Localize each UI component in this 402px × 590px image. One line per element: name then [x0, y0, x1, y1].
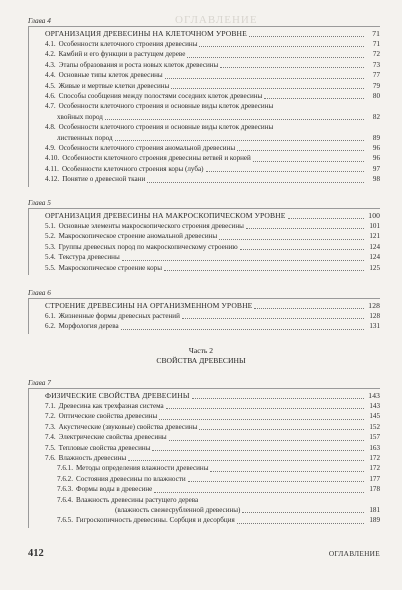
entry-text: Макроскопическое строение аномальной древесины	[58, 232, 218, 241]
entry-text: Акустические (звуковые) свойства древесины	[58, 422, 198, 431]
entry-text: хвойных пород	[57, 112, 103, 121]
chapter-title: ФИЗИЧЕСКИЕ СВОЙСТВА ДРЕВЕСИНЫ	[45, 391, 190, 400]
toc-entry[interactable]	[29, 443, 380, 453]
leader-dots	[166, 408, 364, 409]
entry-number: 4.3.	[45, 60, 56, 69]
page-ref: 96	[372, 144, 380, 153]
chapter-title-row[interactable]	[29, 28, 380, 39]
leader-dots	[206, 171, 364, 172]
page-ref: 80	[372, 92, 380, 101]
page-ref: 97	[372, 164, 380, 173]
entry-text: Понятие о древесной ткани	[62, 175, 146, 184]
leader-dots	[192, 398, 364, 399]
entry-number: 4.12.	[45, 175, 60, 184]
entry-number: 4.2.	[45, 50, 56, 59]
page-ref: 71	[372, 29, 380, 38]
chapter-label: Глава 6	[28, 288, 51, 297]
leader-dots	[128, 460, 364, 461]
page-ref: 143	[369, 402, 380, 410]
leader-dots	[220, 67, 364, 68]
leader-dots	[159, 419, 364, 420]
toc-entry[interactable]	[29, 252, 380, 262]
chapter-contents	[28, 26, 380, 187]
toc-entry[interactable]	[29, 122, 380, 132]
toc-entry[interactable]	[29, 311, 380, 321]
page-ref: 131	[369, 322, 380, 331]
leader-dots	[253, 161, 364, 162]
leader-dots	[288, 218, 364, 219]
entry-text: Способы сообщения между полостями соседних клеток древесины	[58, 92, 263, 101]
page-ref: 189	[369, 516, 380, 525]
toc-entry[interactable]	[29, 112, 380, 122]
leader-dots	[164, 270, 364, 271]
page-ref: 172	[369, 464, 380, 473]
entry-text: Группы древесных пород по макроскопическому строению	[58, 242, 238, 251]
leader-dots	[115, 140, 364, 141]
entry-text: Особенности клеточного строения аномальной древесины	[58, 144, 236, 153]
chapter-title: ОРГАНИЗАЦИЯ ДРЕВЕСИНЫ НА КЛЕТОЧНОМ УРОВНЕ	[45, 29, 247, 38]
chapter-label: Глава 7	[28, 378, 51, 387]
chapter-title-row[interactable]	[29, 210, 380, 221]
toc-entry[interactable]	[29, 153, 380, 163]
entry-text: Особенности клеточного строения древесины ветвей и корней	[62, 154, 251, 163]
entry-number: 4.9.	[45, 144, 56, 153]
toc-entry[interactable]	[29, 453, 380, 463]
page-ref: 124	[369, 242, 380, 251]
entry-text: Электрические свойства древесины	[58, 433, 167, 442]
chapter-4	[28, 16, 380, 187]
toc-entry[interactable]	[29, 422, 380, 432]
entry-text: Гигроскопичность древесины. Сорбция и десорбция	[75, 516, 235, 525]
page-number: 412	[28, 548, 44, 559]
page-ref: 124	[369, 253, 380, 262]
chapter-title: ОРГАНИЗАЦИЯ ДРЕВЕСИНЫ НА МАКРОСКОПИЧЕСКОМ УРОВНЕ	[45, 211, 286, 220]
entry-number: 7.5.	[45, 443, 56, 452]
entry-number: 5.1.	[45, 222, 56, 230]
page-ref: 152	[369, 422, 380, 431]
page-ref: 73	[372, 60, 380, 69]
entry-text: Текстура древесины	[58, 253, 120, 262]
leader-dots	[187, 57, 364, 58]
toc-entry[interactable]	[29, 60, 380, 70]
toc-entry[interactable]	[29, 143, 380, 153]
page-footer	[28, 548, 380, 559]
toc-entry[interactable]	[29, 321, 380, 331]
page-ref: 77	[372, 71, 380, 80]
entry-text: Камбий и его функции в растущем дереве	[58, 50, 186, 59]
toc-entry[interactable]	[29, 174, 380, 184]
leader-dots	[152, 450, 364, 451]
toc-entry[interactable]	[29, 91, 380, 101]
page-ref: 72	[372, 50, 380, 59]
entry-text: Оптические свойства древесины	[58, 412, 158, 421]
entry-number: 4.8.	[45, 123, 56, 132]
chapter-title: СТРОЕНИЕ ДРЕВЕСИНЫ НА ОРГАНИЗМЕННОМ УРОВНЕ	[45, 301, 253, 310]
entry-number: 4.4.	[45, 71, 56, 80]
entry-number: 7.6.3.	[57, 485, 73, 494]
toc-entry[interactable]	[29, 515, 380, 525]
page-ref: 177	[369, 474, 380, 483]
part-number: Часть 2	[188, 346, 214, 355]
leader-dots	[147, 182, 364, 183]
page-ref: 178	[369, 485, 380, 494]
entry-number: 7.6.	[45, 454, 56, 463]
page-ref: 101	[369, 222, 380, 230]
leader-dots	[122, 260, 364, 261]
toc-entry[interactable]	[29, 70, 380, 80]
toc-entry[interactable]	[29, 505, 380, 515]
entry-text: Особенности клеточного строения и основные виды клеток древесины	[58, 123, 274, 132]
page-ref: 89	[372, 133, 380, 142]
page-ref: 145	[369, 412, 380, 421]
chapter-contents	[28, 208, 380, 275]
toc-entry[interactable]	[29, 231, 380, 241]
leader-dots	[264, 98, 364, 99]
leader-dots	[199, 429, 364, 430]
entry-number: 4.5.	[45, 81, 56, 90]
page-ref: 128	[369, 312, 380, 320]
entry-number: 7.1.	[45, 402, 56, 410]
entry-number: 7.6.4.	[57, 495, 73, 504]
toc-entry[interactable]	[29, 432, 380, 442]
leader-dots	[188, 481, 364, 482]
page-ref: 172	[369, 454, 380, 463]
toc-entry[interactable]	[29, 39, 380, 49]
toc-entry[interactable]	[29, 49, 380, 59]
page-ref: 96	[372, 154, 380, 163]
leader-dots	[249, 36, 364, 37]
toc-entry[interactable]	[29, 484, 380, 494]
entry-text: Формы воды в древесине	[75, 485, 153, 494]
leader-dots	[169, 440, 364, 441]
toc-entry[interactable]	[29, 495, 380, 505]
entry-text: Влажность древесины	[58, 454, 127, 463]
entry-number: 7.4.	[45, 433, 56, 442]
leader-dots	[219, 239, 364, 240]
entry-text: Древесина как трехфазная система	[58, 402, 164, 410]
entry-number: 5.5.	[45, 263, 56, 272]
entry-number: 4.10.	[45, 154, 60, 163]
page-ref: 143	[368, 391, 380, 400]
entry-text: Методы определения влажности древесины	[75, 464, 209, 473]
leader-dots	[171, 88, 364, 89]
leader-dots	[199, 46, 364, 47]
entry-number: 4.1.	[45, 40, 56, 48]
chapter-label: Глава 5	[28, 198, 51, 207]
page-ref: 98	[372, 175, 380, 184]
entry-text: Состояния древесины по влажности	[75, 474, 186, 483]
leader-dots	[246, 228, 364, 229]
toc-entry[interactable]	[29, 411, 380, 421]
entry-number: 6.1.	[45, 312, 56, 320]
page-ref: 157	[369, 433, 380, 442]
page-ref: 181	[369, 506, 380, 515]
entry-text: Особенности клеточного строения и основные виды клеток древесины	[58, 102, 274, 111]
leader-dots	[165, 78, 364, 79]
entry-number: 7.2.	[45, 412, 56, 421]
leader-dots	[237, 150, 364, 151]
page-ref: 100	[368, 211, 380, 220]
chapter-5	[28, 198, 380, 275]
part-heading	[0, 346, 402, 366]
chapter-7	[28, 378, 380, 528]
page-ref: 82	[372, 112, 380, 121]
leader-dots	[182, 318, 364, 319]
toc-entry[interactable]	[29, 221, 380, 231]
chapter-title-row[interactable]	[29, 390, 380, 401]
leader-dots	[154, 492, 364, 493]
chapter-6	[28, 288, 380, 334]
toc-entry[interactable]	[29, 133, 380, 143]
entry-number: 7.6.1.	[57, 464, 73, 473]
entry-text: Этапы образования и роста новых клеток древесины	[58, 60, 219, 69]
entry-number: 7.6.5.	[57, 516, 73, 525]
entry-text: Особенности клеточного строения коры (луба)	[61, 164, 204, 173]
entry-text: Основные типы клеток древесины	[58, 71, 163, 80]
leader-dots	[254, 308, 364, 309]
show-through-text: ОГЛАВЛЕНИЕ	[175, 14, 258, 26]
page-ref: 128	[368, 301, 380, 310]
page-ref: 71	[372, 40, 380, 48]
page-ref: 79	[372, 81, 380, 90]
toc-entry[interactable]	[29, 242, 380, 252]
leader-dots	[242, 512, 364, 513]
entry-number: 5.3.	[45, 242, 56, 251]
chapter-label: Глава 4	[28, 16, 51, 25]
chapter-contents	[28, 388, 380, 528]
entry-number: 4.6.	[45, 92, 56, 101]
entry-number: 7.6.2.	[57, 474, 73, 483]
toc-entry[interactable]	[29, 101, 380, 111]
page-ref: 121	[369, 232, 380, 241]
page-ref: 125	[369, 263, 380, 272]
leader-dots	[105, 119, 364, 120]
entry-number: 5.4.	[45, 253, 56, 262]
leader-dots	[210, 471, 364, 472]
chapter-title-row[interactable]	[29, 300, 380, 311]
entry-number: 6.2.	[45, 322, 56, 331]
entry-text: Влажность древесины растущего дерева	[75, 495, 199, 504]
running-title: ОГЛАВЛЕНИЕ	[328, 549, 380, 558]
entry-number: 7.3.	[45, 422, 56, 431]
leader-dots	[240, 249, 364, 250]
toc-entry[interactable]	[29, 164, 380, 174]
entry-number: 4.7.	[45, 102, 56, 111]
entry-text: Макроскопическое строение коры	[58, 263, 162, 272]
entry-text: Основные элементы макроскопического строения древесины	[58, 222, 244, 230]
entry-text: Особенности клеточного строения древесины	[58, 40, 198, 48]
entry-text: Жизненные формы древесных растений	[58, 312, 180, 320]
leader-dots	[237, 523, 364, 524]
entry-text: лиственных пород	[57, 133, 113, 142]
entry-text: Морфология дерева	[58, 322, 119, 331]
toc-entry[interactable]	[29, 463, 380, 473]
entry-text: (влажность свежесрубленной древесины)	[115, 506, 241, 515]
toc-entry[interactable]	[29, 81, 380, 91]
entry-number: 4.11.	[45, 164, 59, 173]
leader-dots	[121, 329, 364, 330]
toc-entry[interactable]	[29, 401, 380, 411]
page-ref: 163	[369, 443, 380, 452]
entry-number: 5.2.	[45, 232, 56, 241]
chapter-contents	[28, 298, 380, 334]
toc-entry[interactable]	[29, 474, 380, 484]
toc-entry[interactable]	[29, 263, 380, 273]
entry-text: Живые и мертвые клетки древесины	[58, 81, 170, 90]
entry-text: Тепловые свойства древесины	[58, 443, 151, 452]
part-title: СВОЙСТВА ДРЕВЕСИНЫ	[156, 356, 246, 365]
